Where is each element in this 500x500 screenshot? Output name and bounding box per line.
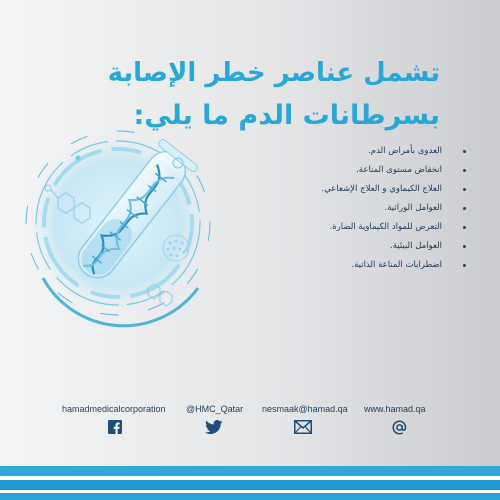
risk-factor-text: العدوى بأمراض الدم. bbox=[368, 146, 442, 156]
list-item bbox=[222, 256, 442, 275]
website-link[interactable]: www.hamad.qa bbox=[364, 404, 426, 414]
dna-test-tube-illustration bbox=[18, 128, 233, 328]
bullet-dot-icon bbox=[463, 188, 466, 191]
mail-icon[interactable] bbox=[294, 420, 312, 434]
twitter-link[interactable]: @HMC_Qatar bbox=[186, 404, 244, 414]
list-item bbox=[222, 142, 442, 161]
facebook-icon[interactable] bbox=[108, 420, 122, 434]
bullet-dot-icon bbox=[463, 245, 466, 248]
bullet-dot-icon bbox=[463, 264, 466, 267]
list-item bbox=[222, 199, 442, 218]
risk-factor-text: التعرض للمواد الكيماوية الضارة. bbox=[329, 222, 442, 232]
risk-factor-text: العلاج الكيماوي و العلاج الإشعاعي. bbox=[321, 184, 442, 194]
page-title-line-1: تشمل عناصر خطر الإصابة bbox=[107, 58, 440, 88]
bullet-dot-icon bbox=[463, 169, 466, 172]
list-item bbox=[222, 237, 442, 256]
footer-stripe bbox=[0, 466, 500, 476]
twitter-icon[interactable] bbox=[205, 420, 223, 434]
at-icon[interactable] bbox=[392, 420, 407, 435]
list-item bbox=[222, 180, 442, 199]
email-link[interactable]: nesmaak@hamad.qa bbox=[262, 404, 348, 414]
risk-factor-list bbox=[222, 142, 442, 275]
facebook-link[interactable]: hamadmedicalcorporation bbox=[62, 404, 166, 414]
bullet-dot-icon bbox=[463, 207, 466, 210]
contact-row bbox=[0, 404, 500, 418]
list-item bbox=[222, 161, 442, 180]
risk-factor-text: العوامل البيئية. bbox=[390, 241, 442, 251]
footer-stripe bbox=[0, 493, 500, 500]
bullet-dot-icon bbox=[463, 150, 466, 153]
footer-stripes bbox=[0, 466, 500, 500]
risk-factor-text: العوامل الوراثية. bbox=[384, 203, 442, 213]
page-title-line-2: بسرطانات الدم ما يلي: bbox=[133, 100, 440, 131]
list-item bbox=[222, 218, 442, 237]
footer-stripe bbox=[0, 480, 500, 490]
bullet-dot-icon bbox=[463, 226, 466, 229]
risk-factor-text: اضطرابات المناعة الذاتية. bbox=[351, 260, 442, 270]
risk-factor-text: انخفاض مستوى المناعة. bbox=[356, 165, 442, 175]
